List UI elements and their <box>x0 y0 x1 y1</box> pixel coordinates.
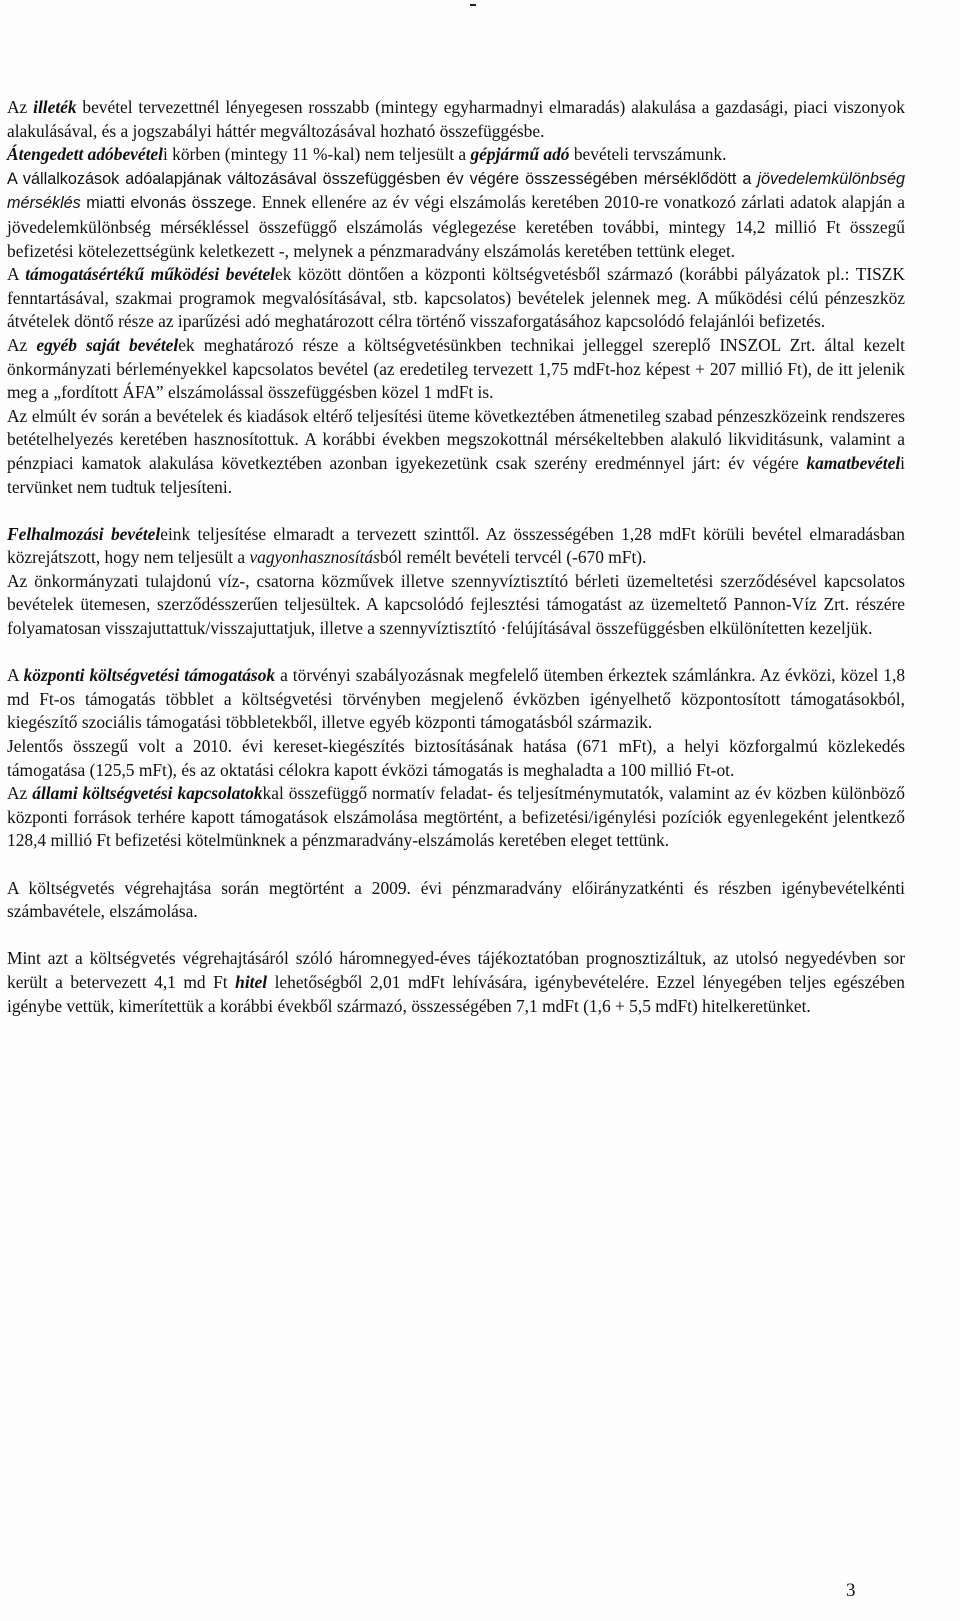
scan-mark <box>470 4 476 6</box>
document-body <box>7 96 905 1018</box>
paragraph-kozponti-tamogatasok: A központi költségvetési támogatások a törvényi szabályozásnak megfelelő ütemben érkeztek számlánkra. Az évközi, közel 1,8 md Ft-os támogatás többlet a költségvetési törvényben megjelenő évközben igényelhető központosított támogatásokból, kiegészítő szociális támogatási többletekből, illetve egyéb központi támogatásból származik. <box>7 665 906 733</box>
term-felhalmozasi-bevetel: Felhalmozási bevétel <box>7 523 161 544</box>
paragraph-jovedelemkulonbseg: A vállalkozások adóalapjának változásával összefüggésben év végére összességében mérséklődött a jövedelemkülönbség mérséklés miatti elvonás összege. Ennek ellenére az év végi elszámolás keretében 2010-re vonatkozó zárlati adatok alapján a jövedelemkülönbség mérsékléssel összefüggő elszámolás véglegezése keretében további, mintegy 14,2 millió Ft összegű befizetési kötelezettségünk keletkezett -, melynek a pénzmaradvány elszámolás keretében tettünk eleget. <box>7 169 905 261</box>
term-tamogatasertek: támogatásértékű működési bevétel <box>25 264 276 285</box>
term-gepjarmu-ado: gépjármű adó <box>470 144 570 165</box>
term-jovedelemkulonbseg: jövedelemkülönbség mérséklés <box>7 169 905 213</box>
paragraph-kamatbevetel: Az elmúlt év során a bevételek és kiadások eltérő teljesítési üteme következtében átmenetileg szabad pénzeszközeink rendszeres betételhelyezés keretében hasznosítottuk. A korábbi években megszokottnál mérsékeltebben alakuló likviditásunk, valamint a pénzpiaci kamatok alakulása következtében azonban igyekezetünk csak szerény eredménnyel járt: év végére kamatbevételi tervünket nem tudtuk teljesíteni. <box>7 405 905 497</box>
term-kamatbevetel: kamatbevétel <box>806 452 901 473</box>
term-kozponti-koltsegvetesi-tamogatasok: központi költségvetési támogatások <box>23 665 276 686</box>
term-hitel: hitel <box>235 971 268 992</box>
paragraph-kozmuvek: Az önkormányzati tulajdonú víz-, csatorna közművek illetve szennyvíztisztító bérleti üzemeltetési szerződésével kapcsolatos bevételek ütemesen, szerződésszerűen teljesültek. A kapcsolódó fejlesztési támogatást az üzemeltető Pannon-Víz Zrt. részére folyamatosan visszajuttattuk/visszajuttatjuk, illetve a szennyvíztisztító ·felújításával összefüggésben elkülönítetten kezeljük. <box>7 570 905 639</box>
paragraph-tamogatasertek: A támogatásértékű működési bevételek között döntően a központi költségvetésből származó (korábbi pályázatok pl.: TISZK fenntartásával, szakmai programok megvalósításával, stb. kapcsolatos) bevételek jelennek meg. A működési célú pénzeszköz átvételek döntő része az iparűzési adó meghatározott célra történő visszaforgatásához kapcsolódó felajánlói befizetés. <box>7 264 905 332</box>
term-vagyonhasznositas: vagyonhasznosítás <box>249 547 380 568</box>
paragraph-atengedett-ado: Átengedett adóbevételi körben (mintegy 11 %-kal) nem teljesült a gépjármű adó bevételi tervszámunk. <box>7 144 727 165</box>
page-number: 3 <box>846 1580 856 1601</box>
paragraph-penzmaradvany: A költségvetés végrehajtása során megtörtént a 2009. évi pénzmaradvány előirányzatkénti és részben igénybevételkénti számbavétele, elszámolása. <box>7 877 905 922</box>
paragraph-felhalmozasi: Felhalmozási bevételeink teljesítése elmaradt a tervezett szinttől. Az összességében 1,28 mdFt körüli bevétel elmaradásban közrejátszott, hogy nem teljesült a vagyonhasznosításból remélt bevételi tervcél (-670 mFt). <box>7 523 906 568</box>
paragraph-egyeb-sajat: Az egyéb saját bevételek meghatározó része a költségvetésünkben technikai jelleggel szereplő INSZOL Zrt. által kezelt önkormányzati bérleményekkel kapcsolatos bevétel (az eredetileg tervezett 1,75 mdFt-hoz képest + 207 millió Ft), de itt jelenik meg a „fordított ÁFA” elszámolással összefüggésben közel 1 mdFt is. <box>7 334 905 403</box>
term-egyeb-sajat-bevetel: egyéb saját bevétel <box>36 334 179 355</box>
term-illetek: illeték <box>33 97 77 117</box>
term-allami-koltsegvetesi-kapcsolatok: állami költségvetési kapcsolatok <box>32 783 263 804</box>
paragraph-illetek: Az illeték bevétel tervezettnél lényegesen rosszabb (mintegy egyharmadnyi elmaradás) alakulása a gazdasági, piaci viszonyok alakulásával, és a jogszabályi háttér megváltozásával hozható összefüggésbe. <box>7 97 905 141</box>
paragraph-allami-kapcsolatok: Az állami költségvetési kapcsolatokkal összefüggő normatív feladat- és teljesítménymutatók, valamint az év közben különböző központi források terhére kapott támogatások elszámolása megtörtént, a befizetési/igénylési pozíciók egyenlegeként jelentkező 128,4 millió Ft befizetési kötelmünknek a pénzmaradvány-elszámolás keretében eleget tettünk. <box>7 783 906 851</box>
paragraph-hitel: Mint azt a költségvetés végrehajtásáról szóló háromnegyed-éves tájékoztatóban prognosztizáltuk, az utolsó negyedévben sor került a betervezett 4,1 md Ft hitel lehetőségből 2,01 mdFt lehívására, igénybevételére. Ezzel lényegében teljes egészében igénybe vettük, kimerítettük a korábbi évekből származó, összességében 7,1 mdFt (1,6 + 5,5 mdFt) hitelkeretünket. <box>7 948 905 1016</box>
term-atengedett-adobevetel: Átengedett adóbevétel <box>7 144 163 165</box>
paragraph-jelentos-osszegu: Jelentős összegű volt a 2010. évi kereset-kiegészítés biztosításának hatása (671 mFt), a helyi közforgalmú közlekedés támogatása (125,5 mFt), és az oktatási célokra kapott évközi támogatás is meghaladta a 100 millió Ft-ot. <box>7 736 905 780</box>
